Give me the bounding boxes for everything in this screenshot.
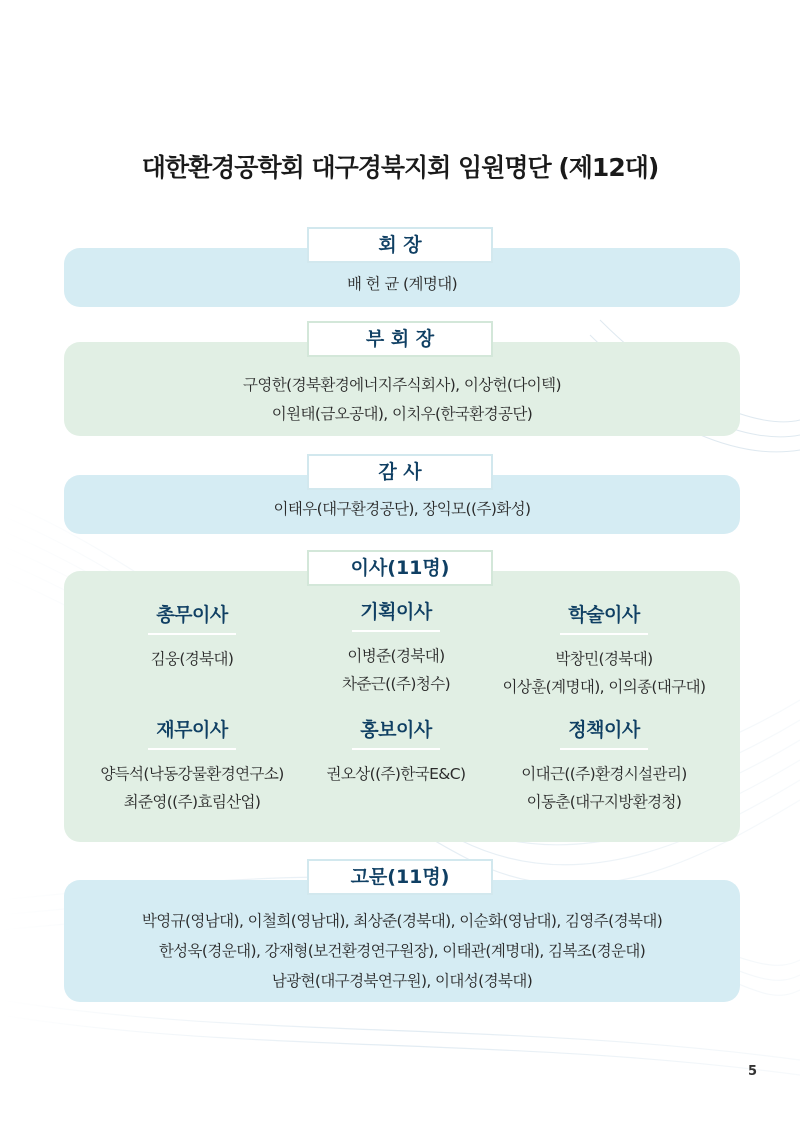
- director-name: 이병준(경북대): [347, 647, 445, 665]
- vice-president-line-1: 구영한(경북환경에너지주식회사), 이상헌(다이텍): [243, 376, 561, 394]
- director-role: 홍보이사: [352, 715, 439, 750]
- director-role: 총무이사: [148, 600, 235, 635]
- president-heading: 회 장: [307, 227, 493, 263]
- director-name: 양득석(낙동강물환경연구소): [100, 765, 284, 783]
- director-group-academic: [489, 600, 719, 701]
- director-name: 이상훈(계명대), 이의종(대구대): [502, 678, 706, 696]
- director-group-planning: [281, 597, 511, 698]
- advisors-line-2: 한성욱(경운대), 강재형(보건환경연구원장), 이태관(계명대), 김복조(경운대): [158, 942, 646, 960]
- director-name: 이대근((주)환경시설관리): [521, 765, 687, 783]
- vice-president-heading: 부 회 장: [307, 321, 493, 357]
- director-group-policy: [489, 715, 719, 816]
- director-role: 학술이사: [560, 600, 647, 635]
- director-group-pr: [281, 715, 511, 788]
- advisors-line-1: 박영규(영남대), 이철희(영남대), 최상준(경북대), 이순화(영남대), 김영주(경북대): [141, 912, 663, 930]
- director-group-general: [77, 600, 307, 673]
- director-name: 권오상((주)한국E&C): [326, 765, 466, 783]
- president-name: 배 헌 균 (계명대): [346, 275, 458, 293]
- advisors-heading: 고문(11명): [307, 859, 493, 895]
- director-name: 김웅(경북대): [150, 650, 234, 668]
- director-role: 재무이사: [148, 715, 235, 750]
- director-name: 박창민(경북대): [555, 650, 653, 668]
- page-number: 5: [747, 1064, 757, 1079]
- advisors-line-3: 남광현(대구경북연구원), 이대성(경북대): [271, 972, 533, 990]
- director-name: 이동춘(대구지방환경청): [526, 793, 682, 811]
- director-name: 차준근((주)청수): [341, 675, 451, 693]
- auditor-names: 이태우(대구환경공단), 장익모((주)화성): [273, 500, 531, 518]
- director-group-finance: [77, 715, 307, 816]
- vice-president-line-2: 이원태(금오공대), 이치우(한국환경공단): [271, 405, 533, 423]
- directors-heading: 이사(11명): [307, 550, 493, 586]
- director-role: 정책이사: [560, 715, 647, 750]
- director-name: 최준영((주)효림산업): [123, 793, 261, 811]
- page-title: 대한환경공학회 대구경북지회 임원명단 (제12대): [141, 153, 659, 182]
- auditor-heading: 감 사: [307, 454, 493, 490]
- director-role: 기획이사: [352, 597, 439, 632]
